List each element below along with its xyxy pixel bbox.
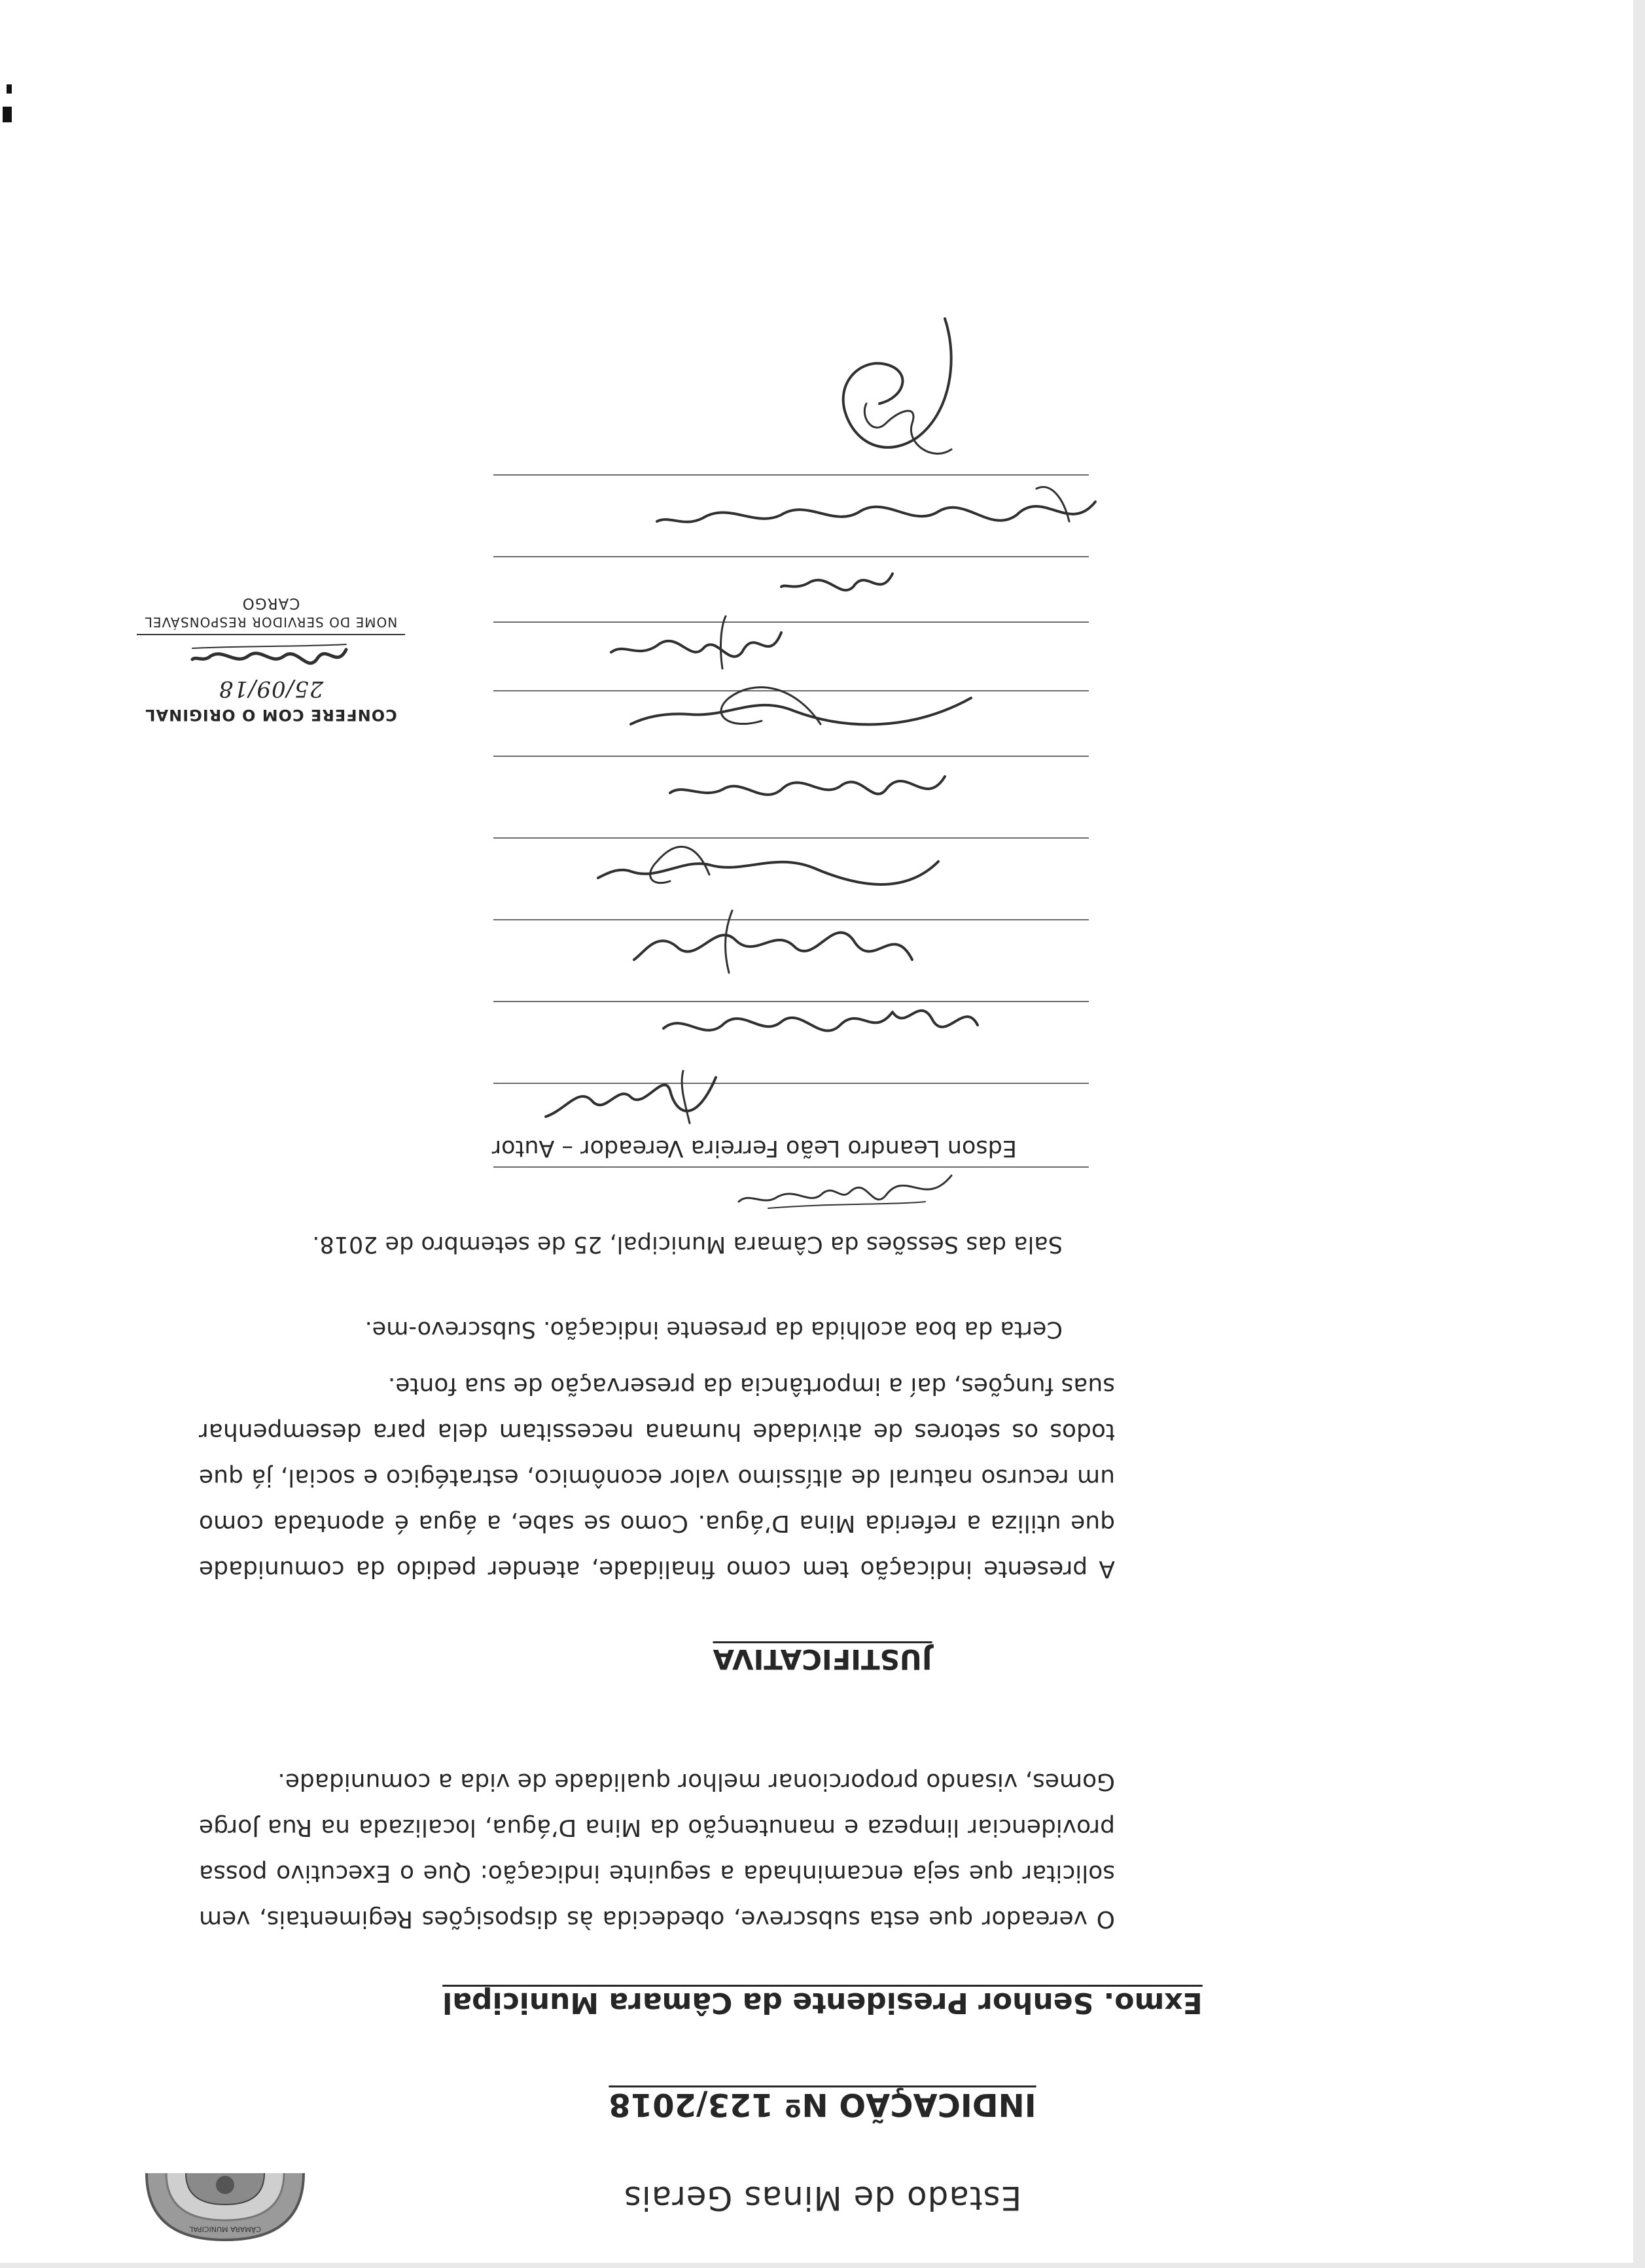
- closing-line: Certa da boa acolhida da presente indicação. Subscrevo-me.: [364, 1316, 1063, 1342]
- author-signature: [729, 1156, 964, 1221]
- signature-2: [650, 986, 991, 1058]
- signature-10: [814, 292, 971, 489]
- certification-stamp: [133, 595, 408, 724]
- signature-6: [624, 672, 991, 744]
- signature-line-author: [493, 1166, 1089, 1168]
- stamp-name-label: NOME DO SERVIDOR RESPONSÁVEL: [144, 614, 398, 630]
- author-name: Edson Leandro Leão Ferreira Vereador – Autor: [491, 1135, 1017, 1161]
- signature-4: [592, 829, 958, 901]
- scan-edge-side: [1633, 0, 1645, 2268]
- place-and-date: Sala das Sessões da Câmara Municipal, 25 de setembro de 2018.: [312, 1231, 1063, 1257]
- signature-1: [533, 1064, 729, 1136]
- justification-body: A presente indicação tem como finalidade, atender pedido da comunidade que utiliza a referida Mina D’água. Como se sabe, a água é apontada como um recurso natural de altíssimo valor econômico, estratégico e social, já que todos os setores de atividade humana necessitam dela para desempenhar suas funções, daí a importância da preservação de sua fonte.: [199, 1372, 1115, 1582]
- stamp-name-rule: [137, 634, 405, 635]
- signature-5: [657, 750, 958, 822]
- scan-edge-top: [0, 2263, 1645, 2268]
- crest-text: CÂMARA MUNICIPAL: [189, 2225, 261, 2233]
- stamp-date: 25/09/18: [218, 676, 324, 702]
- stamp-role-label: CARGO: [241, 595, 300, 612]
- addressee: [0, 1986, 1645, 2019]
- justification-heading: [0, 1643, 1645, 1675]
- stamp-title: CONFERE COM O ORIGINAL: [145, 706, 397, 724]
- document-title-text: INDICAÇÃO Nº 123/2018: [609, 2086, 1036, 2123]
- signature-3: [624, 907, 925, 986]
- indication-body: O vereador que esta subscreve, obedecida às disposições Regimentais, vem solicitar que seja encaminhada a seguinte indicação: Que o Executivo possa providenciar limpeza e manutenção da Mina D’água, localizada na Rua Jorge Gomes, visando proporcionar melhor qualidade de vida a comunidade.: [199, 1768, 1115, 1932]
- signature-7: [598, 613, 794, 678]
- state-name: Estado de Minas Gerais: [623, 2179, 1022, 2217]
- document-title: [0, 2086, 1645, 2123]
- scan-edge-marks: [3, 84, 12, 122]
- servant-signature: [186, 637, 356, 676]
- signature-8: [775, 554, 906, 613]
- justification-heading-text: JUSTIFICATIVA: [713, 1643, 932, 1675]
- addressee-text: Exmo. Senhor Presidente da Câmara Municipal: [442, 1986, 1203, 2019]
